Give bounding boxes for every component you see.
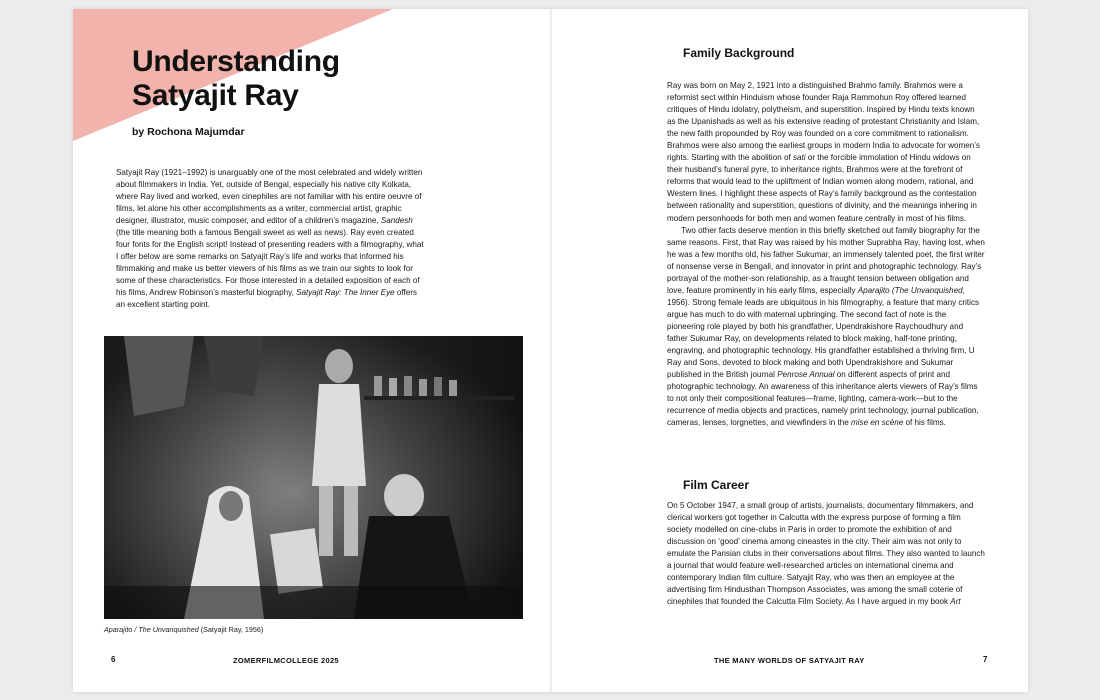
text-run: or the forcible immolation of Hindu widows on their husband’s funeral pyre, to inheritance rights, Brahmos were at the forefront of reforms that would lead to the upliftment of Indian women along modern, rational, and Western lines. I highlight these aspects of Ray’s family background as the contestation between rationality and superstition, questions of divinity, and the meanings inhering in modern personhoods for both men and women feature centrally in most of his films. bbox=[667, 153, 977, 223]
page-title bbox=[132, 45, 340, 113]
heading-film-career: Film Career bbox=[683, 478, 750, 492]
italic-text-run: Aparajito (The Unvanquished bbox=[857, 285, 963, 295]
text-run: Satyajit Ray (1921–1992) is unarguably one of the most celebrated and widely written about filmmakers in India. Yet, outside of Bengal, especially his native city Kolkata, where Ray lived and worked, even cinephiles are not familiar with his entire oeuvre of films, let alone his other accomplishments as a writer, commercial artist, graphic designer, illustrator, music composer, and editor of a children’s magazine, bbox=[116, 168, 423, 225]
film-still-photo bbox=[104, 336, 523, 619]
title-line-2: Satyajit Ray bbox=[132, 79, 299, 112]
page-number-right: 7 bbox=[983, 655, 988, 664]
text-run: offers an excellent starting point. bbox=[116, 288, 417, 309]
intro-paragraph bbox=[116, 167, 426, 311]
italic-text-run: sati bbox=[792, 153, 806, 163]
italic-text-run: Penrose Annual bbox=[777, 370, 835, 380]
byline: by Rochona Majumdar bbox=[132, 126, 245, 138]
film-career-text bbox=[667, 500, 985, 608]
italic-text-run: Satyajit Ray: The Inner Eye bbox=[296, 288, 395, 297]
text-run: , 1956). Strong female leads are ubiquitous in his filmography, a feature that many critics argue has much to do with maternal upbringing. The second fact of note is the pioneering role played by both his grandfather, Upendrakishore Raychoudhury and father Sukumar Ray, on developments related to block making, half-tone printing, engraving, and photographic technology. His grandfather established a thriving firm, U Ray and Sons, devoted to block making and both Upendrakishore and Sukumar published in the British journal bbox=[667, 285, 980, 380]
family-background-text bbox=[667, 80, 985, 429]
right-page bbox=[552, 9, 1028, 692]
caption-credit: (Satyajit Ray, 1956) bbox=[198, 625, 264, 634]
photo-caption bbox=[104, 625, 263, 634]
caption-film-title: Aparajito / The Unvanquished bbox=[104, 625, 199, 634]
title-line-1: Understanding bbox=[132, 45, 340, 78]
text-run: on different aspects of print and photographic technology. An awareness of this inheritance alerts viewers of Ray’s films to not only their compositional features—frame, lighting, camera-work—but to the recurrence of media objects and practices, namely print technology, journal publication, cameras, lenses, lorgnettes, and viewfinders in the bbox=[667, 370, 979, 428]
text-run: of his films. bbox=[903, 418, 946, 428]
running-head-right: THE MANY WORLDS OF SATYAJIT RAY bbox=[714, 656, 865, 665]
book-spread bbox=[73, 9, 1028, 692]
text-run: Ray was born on May 2, 1921 into a distinguished Brahmo family. Brahmos were a reformist sect within Hinduism whose founder Raja Rammohun Roy offered learned critiques of Hindu idolatry, polytheism, and superstition. Inspired by Hindu texts known as the Upanishads as well as his extensive reading of protestant Christianity and Islam, the new faith propounded by Roy was founded on a core commitment to rationalism. Brahmos were also among the earliest groups in modern India to advocate for women’s rights. Starting with the abolition of bbox=[667, 81, 980, 163]
running-head-left: ZOMERFILMCOLLEGE 2025 bbox=[233, 656, 339, 665]
italic-text-run: mise en scène bbox=[851, 418, 904, 428]
text-run: On 5 October 1947, a small group of artists, journalists, documentary filmmakers, and clerical workers got together in Calcutta with the express purpose of forming a film society modelled on cine-clubs in Paris in order to promote the exhibition of and discussion on ‘good’ cinema among cineastes in the city. Their aim was not only to emulate the Parisian clubs in their conversations about films. They also wanted to launch a journal that would feature well-researched articles on international cinema and contemporary Indian film culture. Satyajit Ray, who was then an employee at the advertising firm Hindusthan Thompson Associates, was among the small coterie of cinephiles that founded the Calcutta Film Society. As I have argued in my book bbox=[667, 501, 985, 607]
family-paragraph-1 bbox=[667, 80, 985, 225]
page-number-left: 6 bbox=[111, 655, 116, 664]
career-paragraph-1 bbox=[667, 500, 985, 608]
left-page bbox=[73, 9, 550, 692]
family-paragraph-2 bbox=[667, 225, 985, 430]
heading-family-background: Family Background bbox=[683, 46, 795, 60]
text-run: Two other facts deserve mention in this briefly sketched out family biography for the same reasons. First, that Ray was raised by his mother Suprabha Ray, having lost, when he was a few months old, his father Sukumar, an immensely talented poet, the first writer of nonsense verse in Bengali, and innovator in print and photographic technology. Ray’s portrayal of the mother-son relationship, as a fraught tension between obligation and love, feature prominently in his early films, especially bbox=[667, 225, 985, 295]
italic-text-run: Art bbox=[950, 597, 961, 607]
text-run: (the title meaning both a famous Bengali sweet as well as news). Ray even created four fonts for the English script! Instead of presenting readers with a filmography, what I offer below are some remarks on Satyajit Ray’s life and works that informed his filmmaking and make us better viewers of his films as we train our sights to look for some of these characteristics. For those interested in a detailed exposition of each of his films, Andrew Robinson’s masterful biography, bbox=[116, 228, 424, 297]
italic-text-run: Sandesh bbox=[380, 216, 413, 225]
